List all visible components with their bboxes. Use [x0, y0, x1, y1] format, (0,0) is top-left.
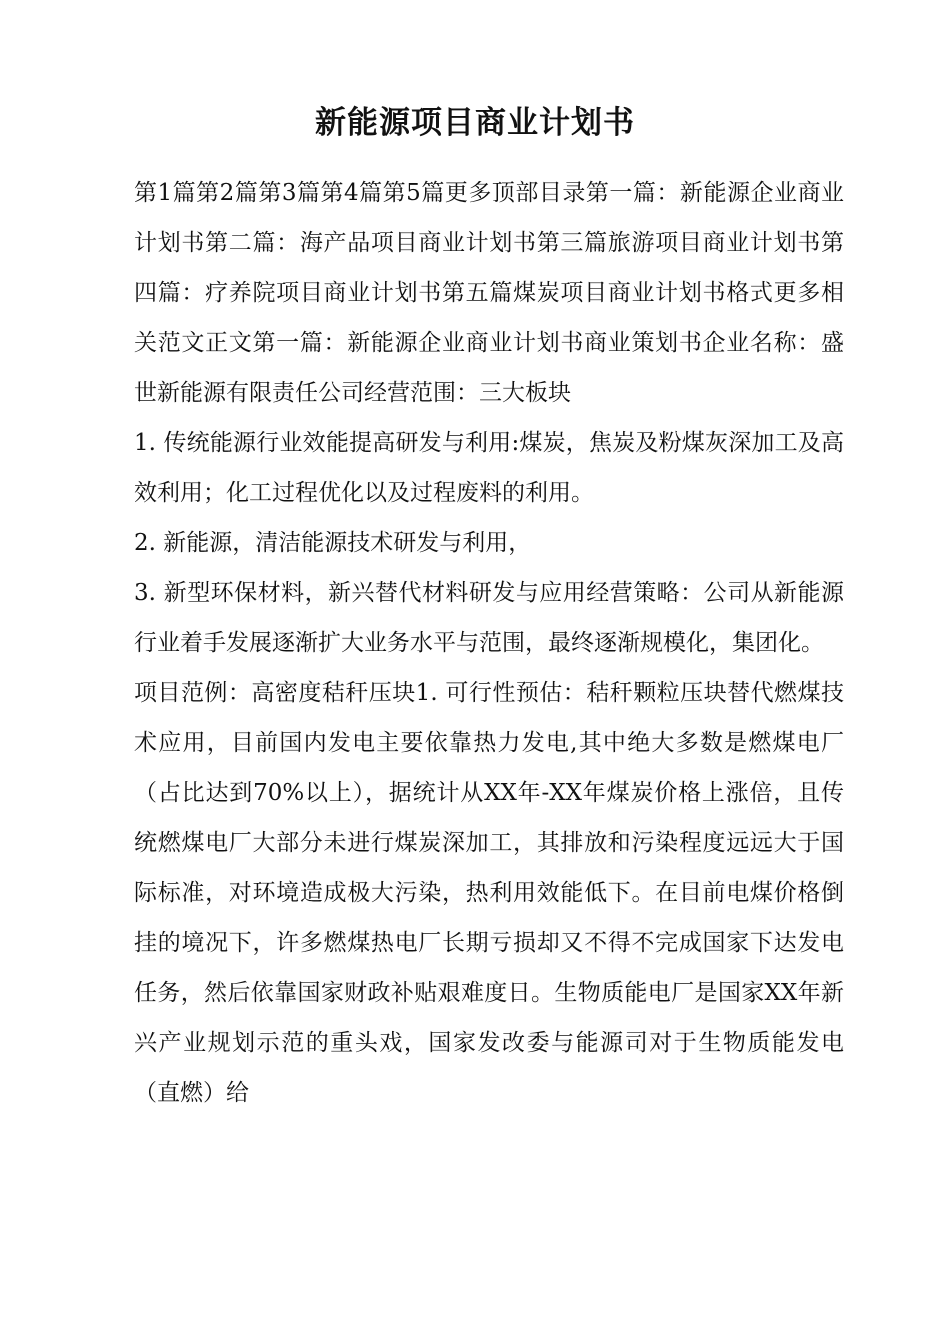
document-title: 新能源项目商业计划书: [315, 105, 635, 141]
paragraph-item-3: 3. 新型环保材料，新兴替代材料研发与应用经营策略：公司从新能源行业着手发展逐渐扩大业务水平与范围，最终逐渐规模化，集团化。: [134, 580, 844, 656]
document-body: [134, 168, 844, 1118]
paragraph-item-2: 2. 新能源，清洁能源技术研发与利用，: [134, 530, 532, 556]
paragraph-project-example: 项目范例：高密度秸秆压块1. 可行性预估：秸秆颗粒压块替代燃煤技术应用，目前国内发电主要依靠热力发电,其中绝大多数是燃煤电厂（占比达到70%以上），据统计从XX年-XX年煤炭价格上涨倍，且传统燃煤电厂大部分未进行煤炭深加工，其排放和污染程度远远大于国际标准，对环境造成极大污染，热利用效能低下。在目前电煤价格倒挂的境况下，许多燃煤热电厂长期亏损却又不得不完成国家下达发电任务，然后依靠国家财政补贴艰难度日。生物质能电厂是国家XX年新兴产业规划示范的重头戏，国家发改委与能源司对于生物质能发电（直燃）给: [134, 680, 844, 1106]
paragraph-item-1: 1. 传统能源行业效能提高研发与利用:煤炭，焦炭及粉煤灰深加工及高效利用；化工过程优化以及过程废料的利用。: [134, 430, 844, 506]
paragraph-table-of-contents: 第1篇第2篇第3篇第4篇第5篇更多顶部目录第一篇：新能源企业商业计划书第二篇：海产品项目商业计划书第三篇旅游项目商业计划书第四篇：疗养院项目商业计划书第五篇煤炭项目商业计划书格式更多相关范文正文第一篇：新能源企业商业计划书商业策划书企业名称：盛世新能源有限责任公司经营范围：三大板块: [134, 180, 844, 406]
